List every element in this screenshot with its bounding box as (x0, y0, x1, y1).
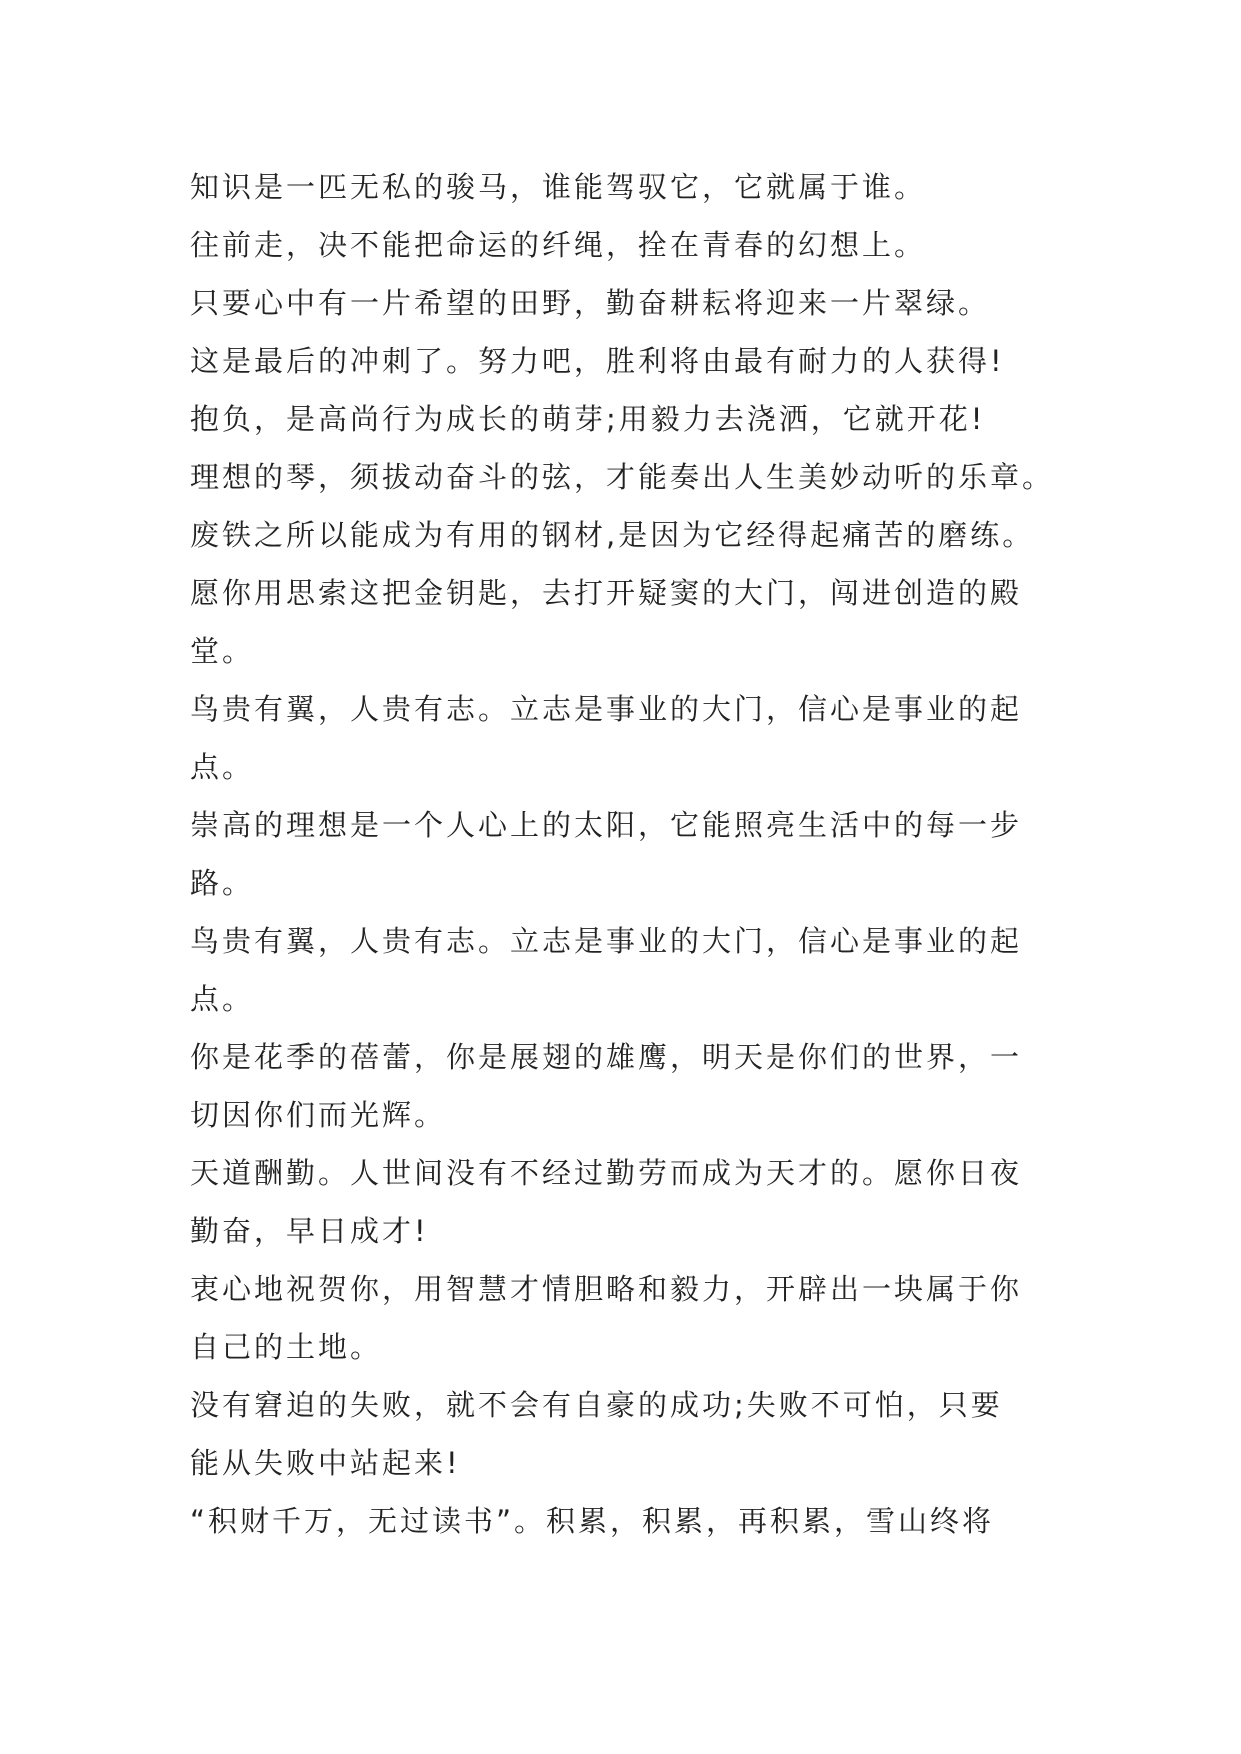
text-line: “积财千万，无过读书”。积累，积累，再积累，雪山终将 (190, 1504, 995, 1538)
text-line: 勤奋，早日成才! (190, 1214, 429, 1248)
text-line: 切因你们而光辉。 (190, 1098, 447, 1132)
document-body (190, 158, 1060, 1550)
text-line: 愿你用思索这把金钥匙，去打开疑窦的大门，闯进创造的殿 (190, 576, 1023, 610)
text-line: 路。 (190, 866, 255, 900)
text-line: 理想的琴，须拔动奋斗的弦，才能奏出人生美妙动听的乐章。 (190, 460, 1055, 494)
text-line: 鸟贵有翼，人贵有志。立志是事业的大门，信心是事业的起 (190, 692, 1023, 726)
text-line: 能从失败中站起来! (190, 1446, 461, 1480)
text-line: 这是最后的冲刺了。努力吧，胜利将由最有耐力的人获得! (190, 344, 1005, 378)
text-line: 知识是一匹无私的骏马，谁能驾驭它，它就属于谁。 (190, 170, 927, 204)
text-line: 崇高的理想是一个人心上的太阳，它能照亮生活中的每一步 (190, 808, 1023, 842)
text-line: 点。 (190, 982, 255, 1016)
text-line: 衷心地祝贺你，用智慧才情胆略和毅力，开辟出一块属于你 (190, 1272, 1023, 1306)
text-line: 天道酬勤。人世间没有不经过勤劳而成为天才的。愿你日夜 (190, 1156, 1023, 1190)
text-line: 点。 (190, 750, 255, 784)
text-line: 只要心中有一片希望的田野，勤奋耕耘将迎来一片翠绿。 (190, 286, 991, 320)
text-line: 堂。 (190, 634, 255, 668)
text-line: 没有窘迫的失败，就不会有自豪的成功;失败不可怕，只要 (190, 1388, 1003, 1422)
text-line: 自己的土地。 (190, 1330, 383, 1364)
text-line: 废铁之所以能成为有用的钢材,是因为它经得起痛苦的磨练。 (190, 518, 1035, 552)
text-line: 抱负，是高尚行为成长的萌芽;用毅力去浇洒，它就开花! (190, 402, 986, 436)
text-line: 鸟贵有翼，人贵有志。立志是事业的大门，信心是事业的起 (190, 924, 1023, 958)
text-line: 你是花季的蓓蕾，你是展翅的雄鹰，明天是你们的世界，一 (190, 1040, 1023, 1074)
text-line: 往前走，决不能把命运的纤绳，拴在青春的幻想上。 (190, 228, 927, 262)
